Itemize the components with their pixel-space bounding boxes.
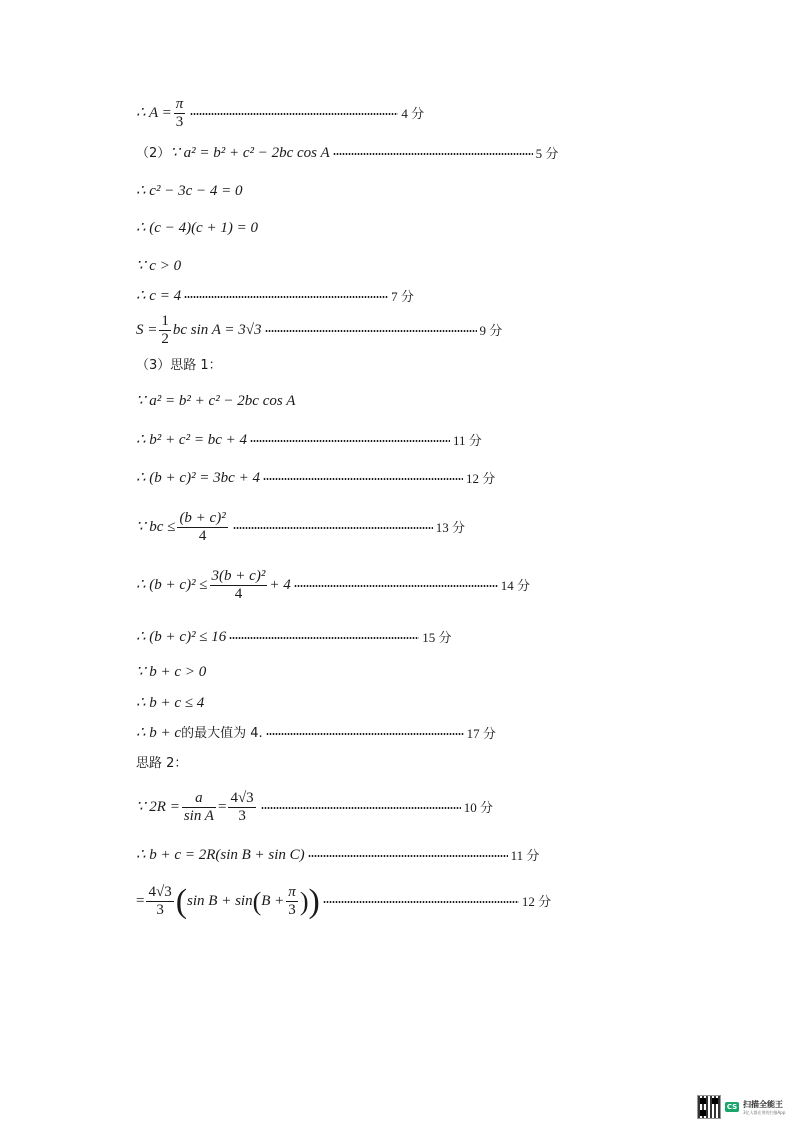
fraction-one-half: $\frac{1}{2}$ [161, 313, 169, 348]
line-13-lhs: ∴ (b + c)² ≤ [136, 577, 208, 594]
fraction-pi-over-3: $\frac{\pi}{3}$ [175, 96, 184, 131]
approach-2-heading: 思路 2： [136, 756, 188, 771]
score-11b: 11 分 [510, 848, 540, 863]
fraction-4root3-over-3: $\frac{4√3}{3}$ [230, 790, 254, 825]
score-4: 4 分 [401, 106, 425, 122]
line-11-expr: ∴ (b + c)² = 3bc + 4 [136, 470, 260, 486]
fraction-sum-squared-over-4: $\frac{\text{(b + c)²}}{4}$ [179, 510, 226, 545]
dot-leader [308, 855, 508, 857]
line-8 [136, 359, 222, 372]
fraction-4root3-over-3-b: $\frac{4√3}{3}$ [148, 884, 172, 919]
camscanner-logo-icon: CS [726, 1103, 738, 1111]
line-2-expr: ∵ a² = b² + c² − 2bc cos A [170, 145, 330, 161]
dot-leader [265, 330, 477, 332]
line-5 [136, 259, 181, 274]
dot-leader [184, 296, 388, 298]
line-7-rhs: bc sin A = 3√3 [172, 322, 262, 339]
score-10: 10 分 [463, 800, 493, 816]
line-7-lhs: S = [136, 322, 158, 339]
score-5: 5 分 [535, 146, 559, 161]
dot-leader [333, 153, 533, 155]
line-12-lhs: ∵ bc ≤ [136, 519, 176, 536]
line-14 [136, 630, 452, 645]
line-21-inner: sin B + sin [187, 893, 253, 910]
open-paren-inner: ( [252, 886, 262, 916]
dot-leader [190, 113, 398, 115]
score-13: 13 分 [435, 520, 465, 536]
close-paren-outer: ) [308, 882, 320, 920]
line-17-expr: ∴ b + c [136, 725, 182, 741]
line-4 [136, 221, 258, 236]
line-7 [136, 313, 502, 349]
dot-leader [233, 527, 433, 529]
line-3 [136, 184, 242, 199]
line-20-expr: ∴ b + c = 2R(sin B + sin C) [136, 847, 305, 863]
line-14-expr: ∴ (b + c)² ≤ 16 [136, 629, 227, 645]
score-17: 17 分 [466, 726, 496, 741]
line-9-expr: ∵ a² = b² + c² − 2bc cos A [136, 393, 296, 409]
fraction-pi-over-3-b: $\frac{\pi}{3}$ [288, 884, 296, 919]
line-5-expr: ∵ c > 0 [136, 258, 182, 274]
open-paren-outer: ( [175, 882, 188, 920]
dot-leader [261, 807, 461, 809]
line-10 [136, 433, 482, 448]
line-17-text: 的最大值为 4. [181, 726, 263, 741]
line-11 [136, 471, 495, 486]
watermark-name: 扫描全能王 [743, 1099, 783, 1109]
fraction-3-sum-squared-over-4: $\frac{\text{3(b + c)²}}{4}$ [211, 568, 266, 603]
line-21-inner2: B + [261, 893, 285, 910]
close-paren-inner: ) [299, 886, 309, 916]
qr-code-icon [697, 1095, 721, 1119]
line-10-expr: ∴ b² + c² = bc + 4 [136, 432, 247, 448]
part-3-approach-1-heading: （3）思路 1： [136, 358, 222, 373]
equals-sign: = [217, 799, 227, 816]
line-1 [136, 96, 424, 132]
line-21-lhs: = [136, 893, 145, 910]
line-16 [136, 696, 204, 711]
line-13 [136, 568, 530, 604]
line-15 [136, 665, 206, 680]
line-3-expr: ∴ c² − 3c − 4 = 0 [136, 183, 243, 199]
scanner-watermark [697, 1092, 787, 1122]
line-18 [136, 757, 187, 770]
fraction-a-over-sin-a: $\frac{a}{\text{sin A}}$ [183, 790, 214, 825]
line-6 [136, 289, 414, 304]
score-15: 15 分 [422, 630, 452, 645]
score-9: 9 分 [479, 323, 503, 339]
line-1-lhs: ∴ A = [136, 105, 172, 122]
dot-leader [294, 585, 498, 587]
score-7: 7 分 [391, 289, 414, 304]
line-13-rhs: + 4 [269, 577, 291, 594]
dot-leader [263, 478, 463, 480]
dot-leader [323, 901, 519, 903]
score-11: 11 分 [452, 433, 482, 448]
line-9 [136, 394, 295, 409]
line-6-expr: ∴ c = 4 [136, 288, 182, 304]
dot-leader [250, 440, 450, 442]
score-14: 14 分 [500, 578, 530, 594]
line-12 [136, 510, 465, 546]
dot-leader [266, 733, 464, 735]
line-15-expr: ∵ b + c > 0 [136, 664, 207, 680]
dot-leader [229, 637, 419, 639]
line-16-expr: ∴ b + c ≤ 4 [136, 695, 205, 711]
score-12: 12 分 [465, 471, 496, 486]
watermark-subtitle: 3亿人都在用的扫描App [743, 1109, 786, 1115]
line-4-expr: ∴ (c − 4)(c + 1) = 0 [136, 220, 258, 236]
watermark-text [743, 1099, 785, 1116]
score-12b: 12 分 [521, 894, 552, 910]
line-21 [136, 884, 551, 920]
line-20 [136, 848, 539, 863]
line-19 [136, 790, 493, 826]
line-19-lhs: ∵ 2R = [136, 799, 180, 816]
part-2-label: （2） [136, 146, 171, 161]
line-17 [136, 726, 496, 741]
line-2 [136, 146, 558, 161]
